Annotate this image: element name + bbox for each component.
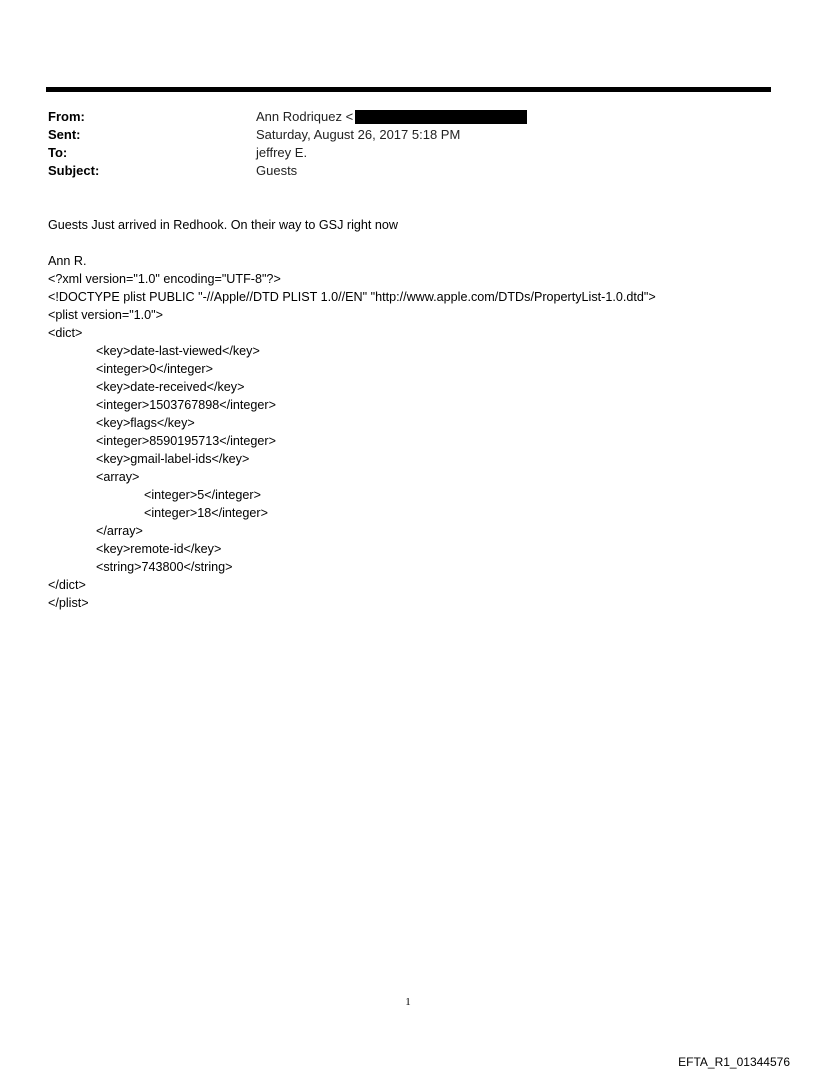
from-name: Ann Rodriquez < bbox=[256, 109, 354, 124]
plist-line: <string>743800</string> bbox=[96, 560, 233, 574]
plist-line: <key>date-last-viewed</key> bbox=[96, 344, 260, 358]
from-label: From: bbox=[48, 109, 85, 124]
plist-line: <!DOCTYPE plist PUBLIC "-//Apple//DTD PLIST 1.0//EN" "http://www.apple.com/DTDs/PropertyList-1.0.dtd"> bbox=[48, 290, 656, 304]
plist-line: <integer>8590195713</integer> bbox=[96, 434, 276, 448]
plist-line: <plist version="1.0"> bbox=[48, 308, 164, 322]
plist-line: <integer>5</integer> bbox=[144, 488, 261, 502]
plist-line: </dict> bbox=[48, 578, 86, 592]
message-text: Guests Just arrived in Redhook. On their way to GSJ right now bbox=[48, 218, 398, 232]
signature: Ann R. bbox=[48, 254, 87, 268]
sent-value: Saturday, August 26, 2017 5:18 PM bbox=[256, 127, 461, 142]
plist-line: <integer>0</integer> bbox=[96, 362, 213, 376]
document-id: EFTA_R1_01344576 bbox=[678, 1055, 790, 1069]
plist-line: </array> bbox=[96, 524, 143, 538]
to-label: To: bbox=[48, 145, 68, 160]
plist-line: <key>flags</key> bbox=[96, 416, 195, 430]
to-value: jeffrey E. bbox=[256, 145, 308, 160]
plist-line: <?xml version="1.0" encoding="UTF-8"?> bbox=[48, 272, 281, 286]
sent-label: Sent: bbox=[48, 127, 81, 142]
subject-label: Subject: bbox=[48, 163, 100, 178]
email-body bbox=[48, 216, 656, 612]
plist-line: <key>date-received</key> bbox=[96, 380, 245, 394]
plist-line: <key>gmail-label-ids</key> bbox=[96, 452, 250, 466]
plist-line: <array> bbox=[96, 470, 140, 484]
page-number: 1 bbox=[405, 996, 411, 1008]
redaction-box bbox=[355, 110, 527, 124]
plist-line: <integer>18</integer> bbox=[144, 506, 268, 520]
header-rule bbox=[46, 87, 771, 92]
from-value bbox=[256, 108, 527, 126]
plist-line: <integer>1503767898</integer> bbox=[96, 398, 276, 412]
plist-line: <key>remote-id</key> bbox=[96, 542, 222, 556]
spacer bbox=[48, 234, 656, 252]
plist-line: <dict> bbox=[48, 326, 83, 340]
subject-value: Guests bbox=[256, 163, 298, 178]
plist-line: </plist> bbox=[48, 596, 89, 610]
